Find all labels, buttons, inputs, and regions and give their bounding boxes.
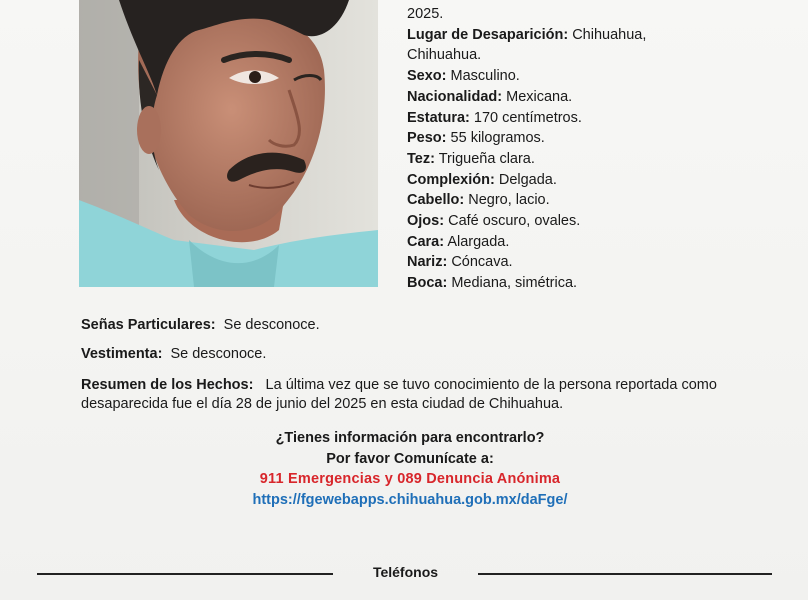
vestimenta	[81, 345, 266, 364]
detail-row	[407, 149, 797, 170]
detail-value: Mediana, simétrica.	[451, 275, 578, 292]
divider-right	[478, 573, 772, 575]
detail-row	[407, 108, 797, 129]
detail-value: 2025.	[407, 6, 444, 22]
detail-row	[407, 66, 797, 87]
detail-row	[407, 211, 797, 232]
vestimenta-label: Vestimenta:	[81, 346, 163, 362]
detail-value: 55 kilogramos.	[450, 130, 545, 147]
detail-label: Lugar de Desaparición:	[407, 26, 569, 43]
detail-label: Cara:	[407, 233, 445, 250]
detail-row	[407, 252, 797, 273]
detail-row	[407, 25, 797, 46]
detail-row	[407, 190, 797, 211]
senas-label: Señas Particulares:	[81, 317, 216, 333]
resumen-de-hechos	[81, 376, 741, 414]
senas-particulares	[81, 316, 320, 335]
detail-value: Negro, lacio.	[468, 192, 550, 209]
detail-row	[407, 273, 797, 294]
detail-value: Cóncava.	[451, 254, 513, 271]
detail-row	[407, 4, 797, 25]
detail-label: Cabello:	[407, 192, 465, 209]
detail-row	[407, 45, 797, 66]
contact-prompt: Por favor Comunícate a:	[326, 451, 494, 467]
detail-label: Sexo:	[407, 68, 447, 85]
detail-row	[407, 128, 797, 149]
info-question: ¿Tienes información para encontrarlo?	[275, 430, 545, 446]
detail-label: Ojos:	[407, 213, 445, 230]
report-url-link[interactable]: https://fgewebapps.chihuahua.gob.mx/daFge/	[252, 492, 568, 508]
emergency-numbers: 911 Emergencias y 089 Denuncia Anónima	[259, 471, 561, 487]
detail-label: Boca:	[407, 275, 448, 292]
detail-label: Nariz:	[407, 254, 448, 271]
detail-row	[407, 170, 797, 191]
detail-value: Alargada.	[447, 233, 510, 250]
detail-label: Nacionalidad:	[407, 88, 503, 105]
detail-row	[407, 232, 797, 253]
phones-section-header	[0, 561, 808, 585]
resumen-label: Resumen de los Hechos:	[81, 377, 254, 393]
detail-value: 170 centímetros.	[473, 109, 582, 126]
senas-value: Se desconoce.	[223, 317, 320, 333]
portrait-illustration	[79, 0, 378, 287]
detail-label: Peso:	[407, 130, 447, 147]
detail-value: Trigueña clara.	[438, 150, 535, 167]
divider-left	[37, 573, 333, 575]
resumen-value: La última vez que se tuvo conocimiento de la persona reportada como desaparecida fue el día 28 de junio del 2025 en esta ciudad de Chihuahua.	[81, 377, 717, 412]
detail-value: Masculino.	[450, 68, 520, 85]
physical-description-list	[407, 4, 797, 294]
detail-label: Estatura:	[407, 109, 470, 126]
detail-value: Café oscuro, ovales.	[448, 213, 581, 230]
detail-value: Chihuahua.	[407, 47, 482, 64]
phones-heading: Teléfonos	[372, 564, 439, 580]
detail-row	[407, 87, 797, 108]
detail-label: Complexión:	[407, 171, 495, 188]
missing-person-photo	[79, 0, 378, 287]
vestimenta-value: Se desconoce.	[170, 346, 267, 362]
detail-value: Chihuahua,	[572, 26, 647, 43]
detail-label: Tez:	[407, 150, 435, 167]
detail-value: Delgada.	[498, 171, 557, 188]
detail-value: Mexicana.	[506, 88, 573, 105]
